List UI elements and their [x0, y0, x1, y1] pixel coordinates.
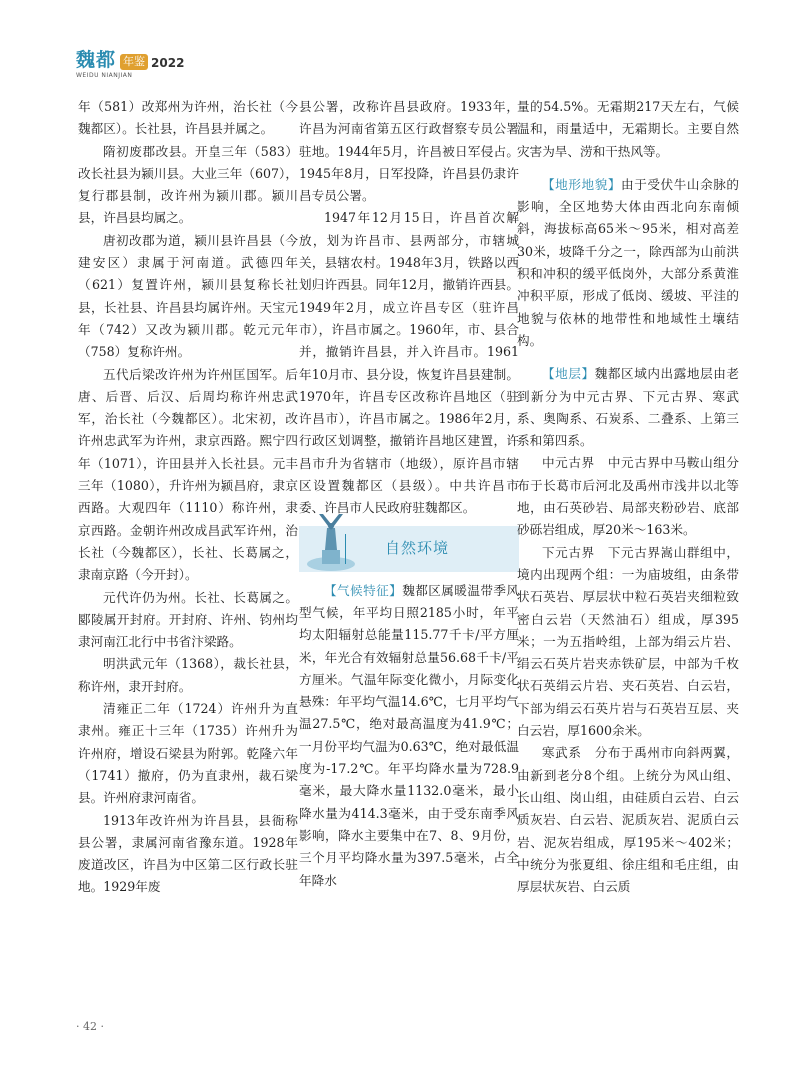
- paragraph: [517, 174, 739, 352]
- column-2: [299, 96, 519, 892]
- paragraph: 清雍正二年（1724）许州升为直隶州。雍正十三年（1735）许州升为许州府，增设石梁县为附郭。乾隆六年（1741）撤府，仍为直隶州，裁石梁县。许州府隶河南省。: [78, 701, 298, 806]
- paragraph: [517, 363, 739, 452]
- brand-title: 魏都: [76, 49, 117, 71]
- page-header: [76, 50, 184, 79]
- section-tag: 【气候特征】: [324, 582, 403, 598]
- section-banner: [299, 526, 519, 572]
- paragraph: 唐初改郡为道，颍川县许昌县（今建安区）隶属于河南道。武德四年（621）复置许州，颍川县复称长社县，长社县、许昌县均属许州。天宝元年（742）又改为颍川郡。乾元元年（758）复称许州。: [78, 232, 298, 360]
- paragraph: 寒武系 分布于禹州市向斜两翼，由新到老分8个组。上统分为风山组、长山组、岗山组，由硅质白云岩、白云质灰岩、白云岩、泥质灰岩、泥质白云岩、泥灰岩组成，厚195米～402米；中统分为张夏组、徐庄组和毛庄组，由厚层状灰岩、白云质: [517, 745, 739, 895]
- paragraph: 明洪武元年（1368），裁长社县，称许州，隶开封府。: [78, 656, 298, 694]
- paragraph: 年（581）改郑州为许州，治长社（今魏都区）。长社县，许昌县并属之。: [78, 99, 298, 137]
- paragraph: 量的54.5%。无霜期217天左右，气候温和，雨量适中，无霜期长。主要自然灾害为旱、涝和干热风等。: [517, 99, 739, 159]
- paragraph: 元代许仍为州。长社、长葛属之。郾陵属开封府。开封府、许州、钧州均隶河南江北行中书省汴梁路。: [78, 589, 298, 650]
- paragraph: 隋初废郡改县。开皇三年（583）改长社县为颍川县。大业三年（607），复行郡县制，改许州为颍川郡。颍川县，许昌县均属之。: [78, 143, 298, 226]
- column-3: [517, 96, 739, 898]
- paragraph: 下元古界 下元古界嵩山群组中，境内出现两个组：一为庙坡组，由条带状石英岩、厚层状中粒石英岩夹细粒致密白云岩（天然油石）组成，厚395米；一为五指岭组，上部为绢云片岩、绢云石英片岩夹赤铁矿层，中部为千枚状石英绢云片岩、夹石英岩、白云岩，下部为绢云石英片岩与石英岩互层、夹白云岩，厚1600余米。: [517, 544, 739, 739]
- brand-stamp: 年鉴: [120, 54, 148, 70]
- paragraph-text: 由于受伏牛山余脉的影响，全区地势大体由西北向东南倾斜，海拔标高65米～95米，相对高差30米，坡降千分之一，除西部为山前洪积和冲积的缓平低岗外，大部分系黄淮冲积平原，形成了低岗、缓坡、平洼的地貌与依林的地带性和地域性土壤结构。: [517, 176, 739, 348]
- paragraph: [299, 580, 519, 892]
- banner-divider: [345, 534, 346, 564]
- paragraph: 1947年12月15日，许昌首次解放，划为许昌市、县两部分，市辖城关，县辖农村。1948年3月，铁路以西划归许西县。同年12月，撤销许西县。1949年2月，成立许昌专区（驻许昌市），许昌市属之。1960年，市、县合并，撤销许昌县，并入许昌市。1961年10月市、县分设，恢复许昌县建制。1970年，许昌专区改称许昌地区（驻许昌市），许昌市属之。1986年2月，行政区划调整，撤销许昌地区建置，许昌市升为省辖市（地级），原许昌市辖区设置魏都区（县级）。中共许昌市委、许昌市人民政府驻魏都区。: [299, 210, 519, 516]
- paragraph: 五代后梁改许州为许州匡国军。后唐、后晋、后汉、后周均称许州忠武军，治长社（今魏都区）。北宋初，改许州忠武军为许州，隶京西路。熙宁四年（1071），许田县并入长社县。元丰三年（1080），升许州为颍昌府，隶京西路。大观四年（1110）称许州，隶京西路。金朝许州改成昌武军许州，治长社（今魏都区），长社、长葛属之，隶南京路（今开封）。: [78, 366, 298, 583]
- brand-subtitle: WEIDU NIANJIAN: [76, 72, 133, 79]
- column-1: [78, 96, 298, 899]
- paragraph-text: 魏都区属暖温带季风型气候，年平均日照2185小时，年平均太阳辐射总能量115.77千卡/平方厘米，年光合有效辐射总量56.68千卡/平方厘米。气温年际变化微小，月际变化悬殊：年平均气温14.6℃，七月平均气温27.5℃，绝对最高温度为41.9℃；一月份平均气温为0.63℃，绝对最低温度为-17.2℃。年平均降水量为728.9毫米，最大降水量1132.0毫米，最小降水量为414.3毫米，由于受东南季风影响，降水主要集中在7、8、9月份，三个月平均降水量为397.5毫米，占全年降水: [299, 582, 520, 888]
- paragraph-text: 魏都区域内出露地层由老到新分为中元古界、下元古界、寒武系、奥陶系、石炭系、二叠系、上第三系和第四系。: [517, 366, 739, 449]
- paragraph: 1913年改许州为许昌县，县衙称县公署，隶属河南省豫东道。1928年废道改区，许昌为中区第二区行政长驻地。1929年废: [78, 812, 298, 895]
- section-tag: 【地形地貌】: [542, 176, 622, 192]
- page-number: · 42 ·: [76, 1020, 104, 1033]
- brand-year: 2022: [151, 56, 185, 70]
- monument-icon: [305, 508, 365, 572]
- paragraph: 中元古界 中元古界中马鞍山组分布于长葛市后河北及禹州市浅井以北等地，由石英砂岩、局部夹粉砂岩、底部砂砾岩组成，厚20米～163米。: [517, 455, 739, 538]
- paragraph: 县公署，改称许昌县政府。1933年，许昌为河南省第五区行政督察专员公署驻地。1944年5月，许昌被日军侵占。1945年8月，日军投降，许昌县仍隶许昌专员公署。: [299, 99, 519, 204]
- section-title: 自然环境: [385, 538, 450, 557]
- section-tag: 【地层】: [542, 366, 595, 382]
